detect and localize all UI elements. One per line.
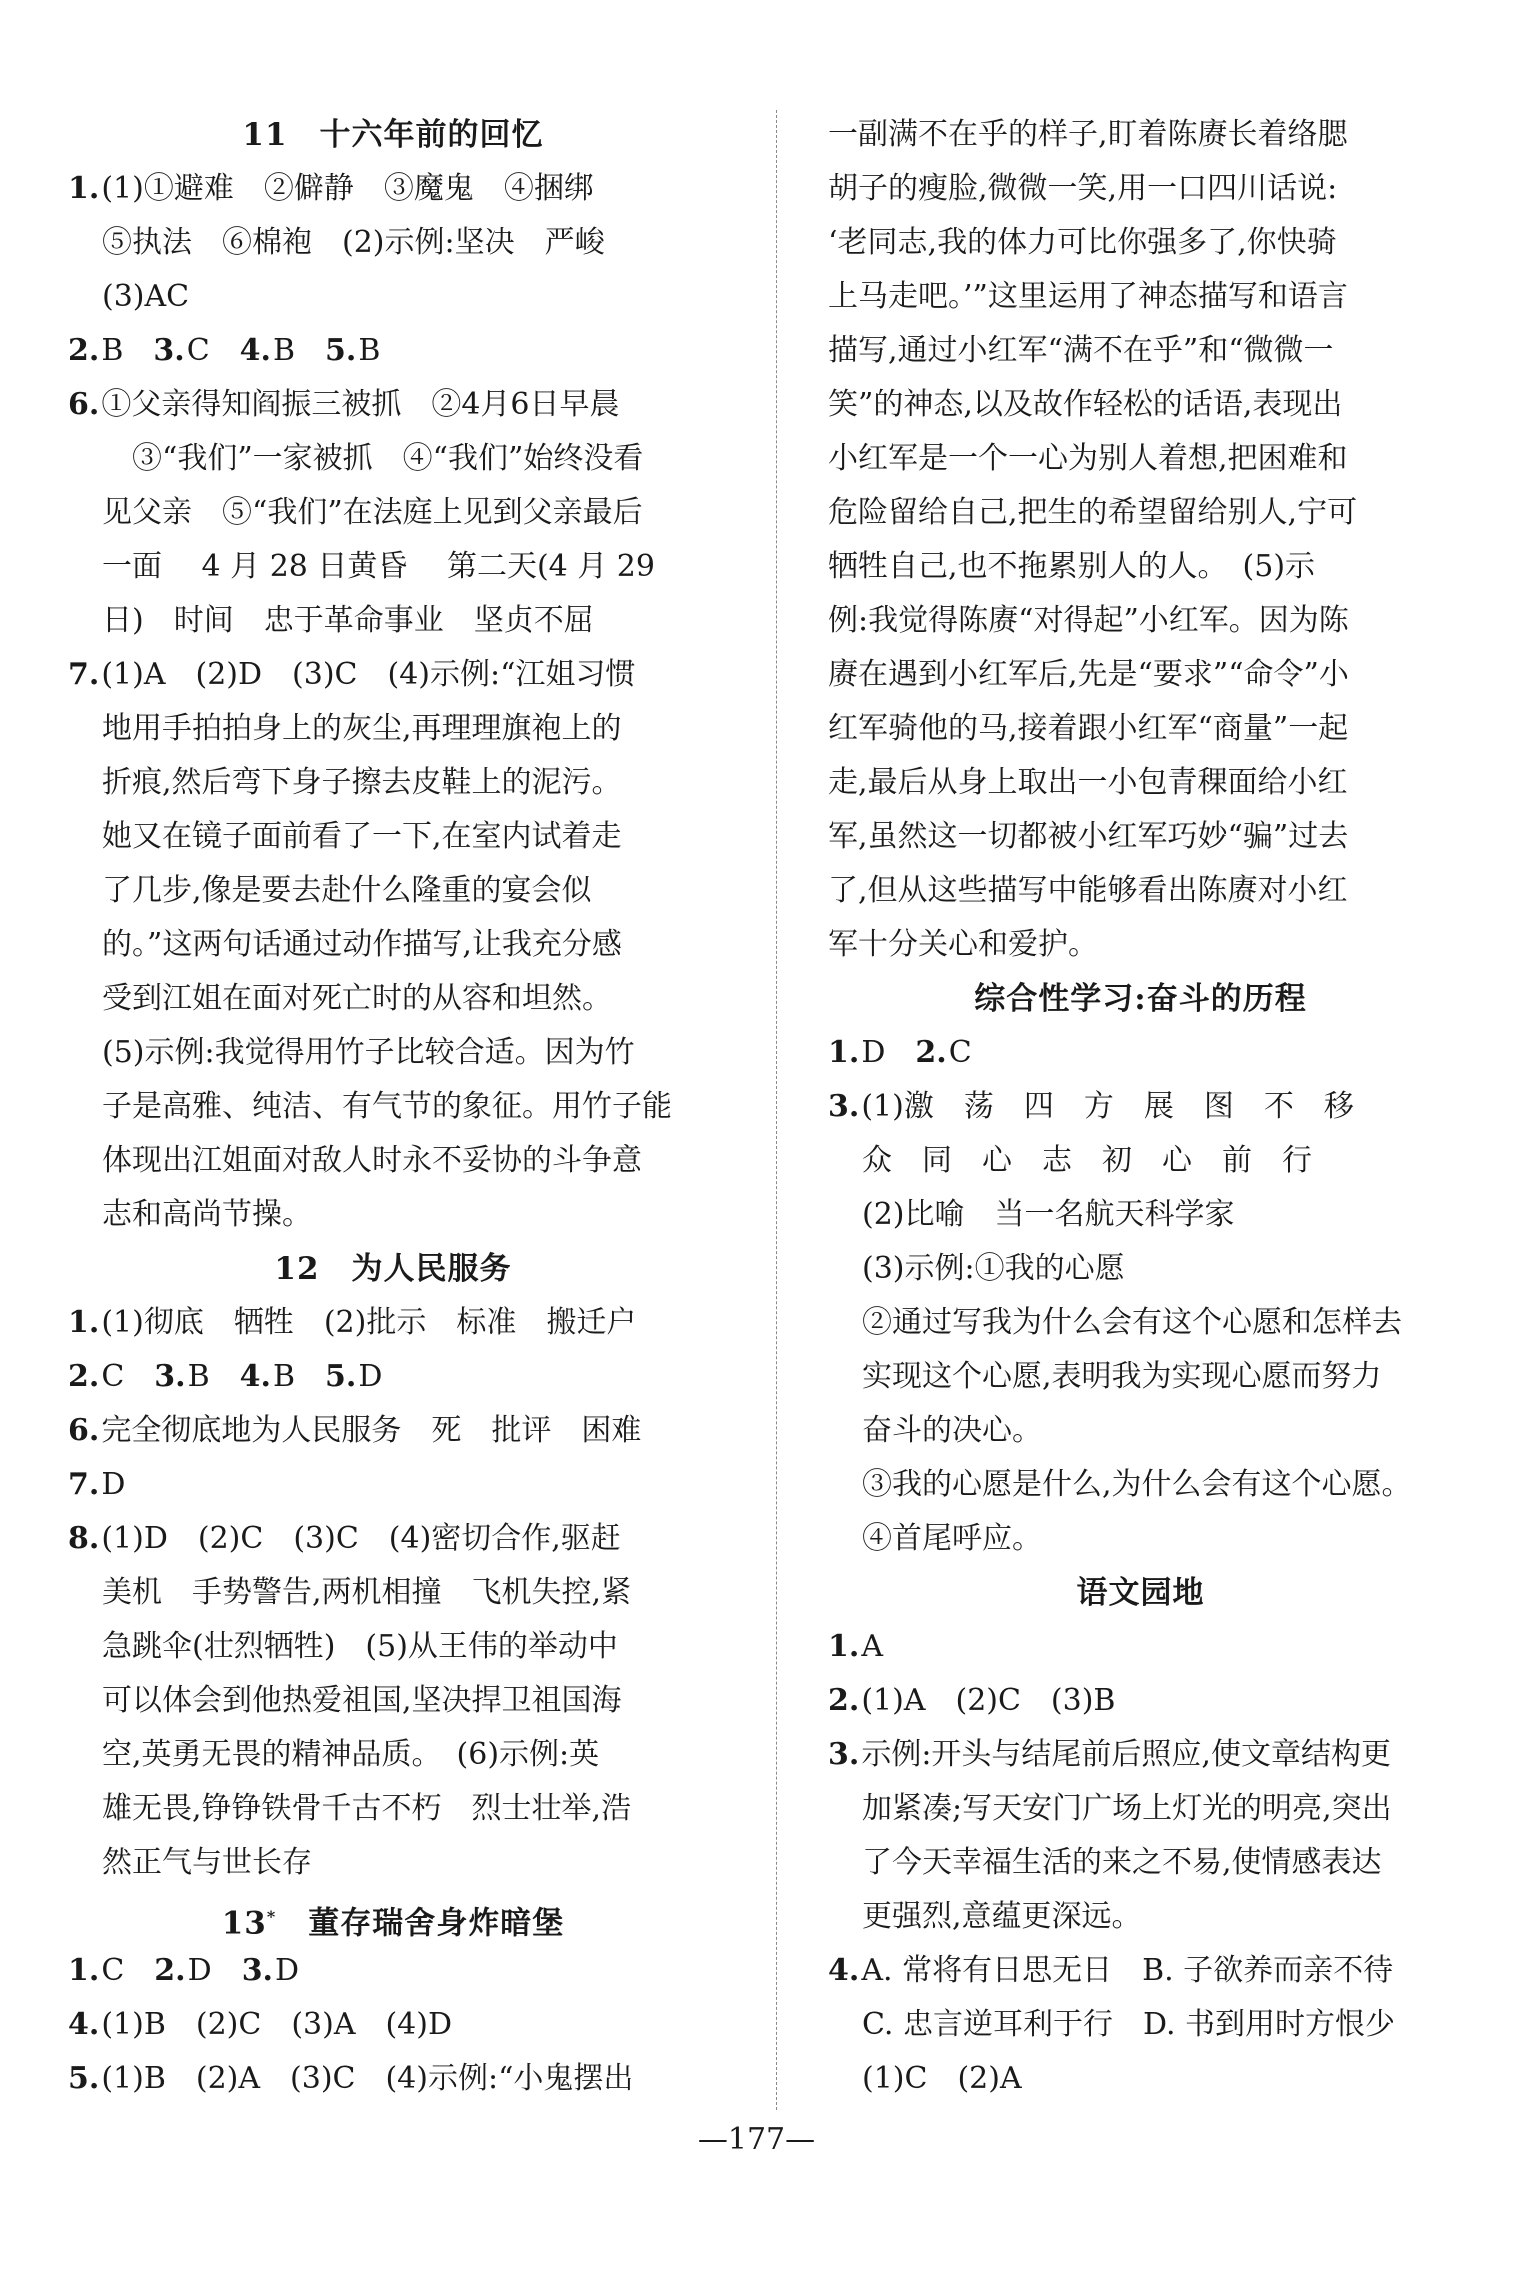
question-13-4: 4.(1)B (2)C (3)A (4)D: [68, 2007, 453, 2042]
question-yw-4: 4.A. 常将有日思无日 B. 子欲养而亲不待 C. 忠言逆耳利于行 D. 书到用时方恨少 (1)C (2)A: [828, 1953, 1396, 2096]
page-number: —177—: [697, 2122, 816, 2157]
question-13-5-continued: 一副满不在乎的样子,盯着陈赓长着络腮 胡子的瘦脸,微微一笑,用一口四川话说: ‘老同志,我的体力可比你强多了,你快骑 上马走吧。’”这里运用了神态描写和语言 描写,通过小红军“满不在乎”和“微微一 笑”的神态,以及故作轻松的话语,表现出 小红军是一个一心为别人着想,把困难和 危险留给自己,把生的希望留给别人,宁可 牺牲自己,也不拖累别人的人。 (5)示 例:我觉得陈赓“对得起”小红军。因为陈 赓在遇到小红军后,先是“要求”“命令”小 红军骑他的马,接着跟小红军“商量”一起 走,最后从身上取出一小包青稞面给小红 军,虽然这一切都被小红军巧妙“骗”过去 了,但从这些描写中能够看出陈赓对小红 军十分关心和爱护。: [828, 117, 1358, 962]
question-yw-1: 1.A: [828, 1629, 883, 1664]
section-title-11: 11 十六年前的回忆: [242, 117, 544, 153]
question-12-6: 6.完全彻底地为人民服务 死 批评 困难: [68, 1413, 642, 1448]
question-13-5: 5.(1)B (2)A (3)C (4)示例:“小鬼摆出: [68, 2061, 634, 2096]
question-11-2-5: 2.B 3.C 4.B 5.B: [68, 333, 381, 368]
left-column: [68, 108, 718, 2106]
column-divider: [776, 110, 777, 2110]
question-11-1: 1.(1)①避难 ②僻静 ③魔鬼 ④捆绑 ⑤执法 ⑥棉袍 (2)示例:坚决 严峻 (3)AC: [68, 171, 605, 314]
question-12-7: 7.D: [68, 1467, 126, 1502]
question-12-1: 1.(1)彻底 牺牲 (2)批示 标准 搬迁户: [68, 1305, 637, 1340]
section-title-13: 13* 董存瑞舍身炸暗堡: [221, 1905, 565, 1942]
question-yw-3: 3.示例:开头与结尾前后照应,使文章结构更 加紧凑;写天安门广场上灯光的明亮,突出 了今天幸福生活的来之不易,使情感表达 更强烈,意蕴更深远。: [828, 1737, 1392, 1934]
section-title-chinese-garden: 语文园地: [1076, 1575, 1205, 1611]
question-12-8: 8.(1)D (2)C (3)C (4)密切合作,驱赶 美机 手势警告,两机相撞 飞机失控,紧 急跳伞(壮烈牺牲) (5)从王伟的举动中 可以体会到他热爱祖国,坚决捍卫祖国海 空,英勇无畏的精神品质。 (6)示例:英 雄无畏,铮铮铁骨千古不朽 烈士壮举,浩 然正气与世长存: [68, 1521, 632, 1880]
question-zh-3: 3.(1)激 荡 四 方 展 图 不 移 众 同 心 志 初 心 前 行 (2)比喻 当一名航天科学家 (3)示例:①我的心愿 ②通过写我为什么会有这个心愿和怎样去 实现这个心愿,表明我为实现心愿而努力 奋斗的决心。 ③我的心愿是什么,为什么会有这个心愿。 ④首尾呼应。: [828, 1089, 1412, 1556]
section-title-comprehensive: 综合性学习:奋斗的历程: [974, 981, 1307, 1017]
section-title-12: 12 为人民服务: [274, 1251, 512, 1287]
question-13-1-3: 1.C 2.D 3.D: [68, 1953, 300, 1988]
question-zh-1-2: 1.D 2.C: [828, 1035, 972, 1070]
question-11-6: 6.①父亲得知阎振三被抓 ②4月6日早晨 ③“我们”一家被抓 ④“我们”始终没看 见父亲 ⑤“我们”在法庭上见到父亲最后 一面 4 月 28 日黄昏 第二天(4 月 29 日) 时间 忠于革命事业 坚贞不屈: [68, 387, 655, 638]
question-12-2-5: 2.C 3.B 4.B 5.D: [68, 1359, 383, 1394]
right-column: [828, 108, 1453, 2106]
question-yw-2: 2.(1)A (2)C (3)B: [828, 1683, 1116, 1718]
optional-mark: *: [266, 1907, 277, 1926]
question-11-7: 7.(1)A (2)D (3)C (4)示例:“江姐习惯 地用手拍拍身上的灰尘,再理理旗袍上的 折痕,然后弯下身子擦去皮鞋上的泥污。 她又在镜子面前看了一下,在室内试着走 了几步,像是要去赴什么隆重的宴会似 的。”这两句话通过动作描写,让我充分感 受到江姐在面对死亡时的从容和坦然。 (5)示例:我觉得用竹子比较合适。因为竹 子是高雅、纯洁、有气节的象征。用竹子能 体现出江姐面对敌人时永不妥协的斗争意 志和高尚节操。: [68, 657, 672, 1232]
